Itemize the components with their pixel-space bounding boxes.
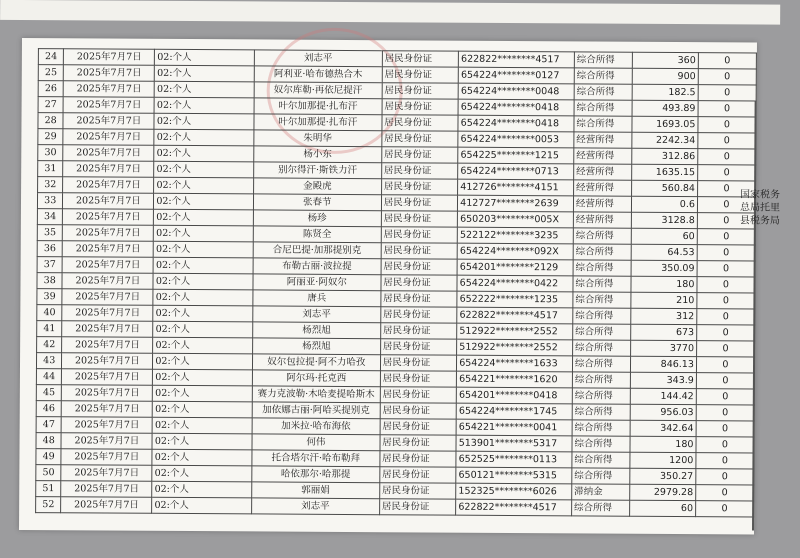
row-taxpayer-type: 02:个人 bbox=[153, 321, 253, 338]
row-taxpayer-type: 02:个人 bbox=[154, 113, 254, 130]
row-id-type: 居民身份证 bbox=[381, 195, 458, 211]
row-id-type: 居民身份证 bbox=[380, 323, 457, 339]
row-tax: 0 bbox=[697, 181, 755, 197]
row-tax: 0 bbox=[698, 133, 756, 149]
row-taxpayer-type: 02:个人 bbox=[154, 97, 254, 114]
row-id-type: 居民身份证 bbox=[382, 67, 459, 83]
row-tax: 0 bbox=[695, 501, 753, 517]
row-income-type: 综合所得 bbox=[573, 276, 631, 292]
row-income-type: 综合所得 bbox=[572, 500, 630, 516]
row-amount: 350.27 bbox=[630, 468, 696, 484]
row-date: 2025年7月7日 bbox=[63, 129, 154, 146]
row-taxpayer-type: 02:个人 bbox=[154, 193, 254, 210]
row-number: 29 bbox=[38, 129, 64, 145]
row-id-number: 654224********0418 bbox=[458, 99, 574, 116]
row-amount: 3770 bbox=[631, 340, 697, 356]
row-amount: 342.64 bbox=[630, 420, 696, 436]
row-amount: 210 bbox=[631, 292, 697, 308]
row-taxpayer-type: 02:个人 bbox=[155, 49, 255, 66]
row-id-type: 居民身份证 bbox=[380, 339, 457, 355]
row-amount: 360 bbox=[632, 52, 698, 68]
row-id-number: 654224********0048 bbox=[458, 83, 574, 100]
row-amount: 560.84 bbox=[632, 180, 698, 196]
row-name: 布勒古丽·波拉提 bbox=[253, 258, 381, 275]
row-taxpayer-type: 02:个人 bbox=[152, 449, 252, 466]
row-amount: 493.89 bbox=[632, 100, 698, 116]
row-tax: 0 bbox=[697, 277, 755, 293]
row-income-type: 经营所得 bbox=[574, 132, 632, 148]
row-date: 2025年7月7日 bbox=[63, 193, 154, 210]
row-number: 44 bbox=[36, 369, 62, 385]
row-date: 2025年7月7日 bbox=[64, 65, 155, 82]
row-number: 35 bbox=[37, 225, 63, 241]
row-id-number: 512922********2552 bbox=[457, 339, 573, 356]
row-name: 唐兵 bbox=[253, 290, 381, 307]
row-id-type: 居民身份证 bbox=[380, 467, 457, 483]
row-income-type: 综合所得 bbox=[573, 260, 631, 276]
row-taxpayer-type: 02:个人 bbox=[154, 225, 254, 242]
row-name: 托合塔尔汗·哈布勒拜 bbox=[252, 450, 380, 467]
row-income-type: 综合所得 bbox=[573, 308, 631, 324]
row-taxpayer-type: 02:个人 bbox=[154, 129, 254, 146]
row-id-type: 居民身份证 bbox=[381, 211, 458, 227]
row-date: 2025年7月7日 bbox=[62, 289, 153, 306]
row-tax: 0 bbox=[698, 149, 756, 165]
row-date: 2025年7月7日 bbox=[62, 369, 153, 386]
row-name: 杨珍 bbox=[253, 210, 381, 227]
row-id-number: 654224********092X bbox=[457, 243, 573, 260]
row-tax: 0 bbox=[697, 293, 755, 309]
row-tax: 0 bbox=[698, 85, 756, 101]
row-name: 刘志平 bbox=[253, 306, 381, 323]
row-name: 何伟 bbox=[252, 434, 380, 451]
row-tax: 0 bbox=[697, 261, 755, 277]
row-taxpayer-type: 02:个人 bbox=[152, 465, 252, 482]
row-number: 46 bbox=[36, 401, 62, 417]
row-id-number: 654221********1620 bbox=[457, 371, 573, 388]
row-tax: 0 bbox=[698, 53, 756, 69]
row-income-type: 综合所得 bbox=[572, 340, 630, 356]
row-income-type: 经营所得 bbox=[574, 164, 632, 180]
row-date: 2025年7月7日 bbox=[64, 49, 155, 66]
row-name: 杨小东 bbox=[254, 146, 382, 163]
row-id-number: 512922********2552 bbox=[457, 323, 573, 340]
row-date: 2025年7月7日 bbox=[64, 81, 155, 98]
row-income-type: 经营所得 bbox=[573, 180, 631, 196]
row-taxpayer-type: 02:个人 bbox=[155, 65, 255, 82]
row-number: 31 bbox=[38, 161, 64, 177]
row-id-number: 654225********1215 bbox=[458, 147, 574, 164]
row-id-number: 650203********005X bbox=[458, 211, 574, 228]
row-id-number: 654224********1633 bbox=[457, 355, 573, 372]
row-number: 34 bbox=[37, 209, 63, 225]
row-tax: 0 bbox=[698, 165, 756, 181]
table-row bbox=[36, 497, 754, 517]
row-amount: 60 bbox=[630, 500, 696, 516]
row-amount: 846.13 bbox=[631, 356, 697, 372]
row-date: 2025年7月7日 bbox=[63, 97, 154, 114]
row-tax: 0 bbox=[696, 437, 754, 453]
row-taxpayer-type: 02:个人 bbox=[154, 209, 254, 226]
row-id-number: 654221********0041 bbox=[456, 419, 572, 436]
row-taxpayer-type: 02:个人 bbox=[153, 369, 253, 386]
row-id-number: 654224********0053 bbox=[458, 131, 574, 148]
row-id-number: 654224********0713 bbox=[458, 163, 574, 180]
row-date: 2025年7月7日 bbox=[62, 257, 153, 274]
row-tax: 0 bbox=[696, 421, 754, 437]
row-id-type: 居民身份证 bbox=[380, 355, 457, 371]
row-date: 2025年7月7日 bbox=[63, 241, 154, 258]
row-amount: 312 bbox=[631, 308, 697, 324]
row-tax: 0 bbox=[696, 405, 754, 421]
row-income-type: 综合所得 bbox=[574, 84, 632, 100]
row-name: 叶尔加那提·扎布汗 bbox=[254, 114, 382, 131]
row-amount: 312.86 bbox=[632, 148, 698, 164]
row-tax: 0 bbox=[697, 229, 755, 245]
row-income-type: 综合所得 bbox=[572, 436, 630, 452]
row-date: 2025年7月7日 bbox=[61, 433, 152, 450]
row-name: 合尼巴提·加那提别克 bbox=[253, 242, 381, 259]
row-amount: 2979.28 bbox=[630, 484, 696, 500]
row-amount: 180 bbox=[630, 436, 696, 452]
row-tax: 0 bbox=[696, 485, 754, 501]
row-id-type: 居民身份证 bbox=[381, 291, 458, 307]
row-amount: 144.42 bbox=[630, 388, 696, 404]
row-id-type: 居民身份证 bbox=[380, 435, 457, 451]
row-tax: 0 bbox=[697, 309, 755, 325]
row-income-type: 综合所得 bbox=[572, 356, 630, 372]
row-number: 39 bbox=[37, 289, 63, 305]
row-id-type: 居民身份证 bbox=[380, 387, 457, 403]
row-name: 赛力克波勒·木哈麦提哈斯木 bbox=[252, 386, 380, 403]
row-income-type: 综合所得 bbox=[572, 468, 630, 484]
row-income-type: 综合所得 bbox=[572, 452, 630, 468]
row-taxpayer-type: 02:个人 bbox=[154, 145, 254, 162]
row-taxpayer-type: 02:个人 bbox=[153, 353, 253, 370]
row-id-number: 654224********0418 bbox=[458, 115, 574, 132]
row-taxpayer-type: 02:个人 bbox=[153, 337, 253, 354]
row-id-number: 622822********4517 bbox=[457, 307, 573, 324]
row-number: 28 bbox=[38, 113, 64, 129]
row-number: 47 bbox=[36, 417, 62, 433]
row-id-type: 居民身份证 bbox=[381, 275, 458, 291]
row-date: 2025年7月7日 bbox=[62, 401, 153, 418]
row-name: 刘志平 bbox=[254, 50, 382, 67]
row-number: 37 bbox=[37, 257, 63, 273]
row-id-number: 652525********0113 bbox=[456, 451, 572, 468]
row-id-number: 654201********0418 bbox=[456, 387, 572, 404]
row-income-type: 经营所得 bbox=[573, 196, 631, 212]
row-date: 2025年7月7日 bbox=[63, 113, 154, 130]
row-date: 2025年7月7日 bbox=[62, 305, 153, 322]
row-date: 2025年7月7日 bbox=[62, 385, 153, 402]
row-tax: 0 bbox=[696, 469, 754, 485]
row-amount: 673 bbox=[631, 324, 697, 340]
row-id-type: 居民身份证 bbox=[382, 51, 459, 67]
row-tax: 0 bbox=[696, 357, 754, 373]
row-tax: 0 bbox=[698, 101, 756, 117]
row-name: 张春节 bbox=[253, 194, 381, 211]
row-name: 杨烈旭 bbox=[253, 322, 381, 339]
row-id-type: 居民身份证 bbox=[380, 451, 457, 467]
row-tax: 0 bbox=[696, 453, 754, 469]
row-number: 48 bbox=[36, 433, 62, 449]
row-amount: 350.09 bbox=[631, 260, 697, 276]
row-date: 2025年7月7日 bbox=[61, 465, 152, 482]
row-number: 51 bbox=[36, 481, 62, 497]
row-income-type: 综合所得 bbox=[574, 100, 632, 116]
row-id-number: 654224********0422 bbox=[457, 275, 573, 292]
row-tax: 0 bbox=[696, 373, 754, 389]
row-taxpayer-type: 02:个人 bbox=[152, 481, 252, 498]
row-tax: 0 bbox=[696, 341, 754, 357]
row-name: 阿利亚·哈布德热合木 bbox=[254, 66, 382, 83]
row-taxpayer-type: 02:个人 bbox=[153, 273, 253, 290]
row-income-type: 综合所得 bbox=[572, 404, 630, 420]
row-number: 43 bbox=[36, 353, 62, 369]
row-id-number: 622822********4517 bbox=[459, 51, 575, 68]
row-number: 38 bbox=[37, 273, 63, 289]
row-id-type: 居民身份证 bbox=[382, 83, 459, 99]
row-number: 27 bbox=[38, 97, 64, 113]
row-number: 45 bbox=[36, 385, 62, 401]
row-income-type: 综合所得 bbox=[574, 52, 632, 68]
row-id-type: 居民身份证 bbox=[379, 483, 456, 499]
row-name: 陈贤全 bbox=[253, 226, 381, 243]
row-date: 2025年7月7日 bbox=[61, 481, 152, 498]
row-name: 朱明华 bbox=[254, 130, 382, 147]
row-number: 32 bbox=[38, 177, 64, 193]
row-income-type: 经营所得 bbox=[573, 212, 631, 228]
row-amount: 343.9 bbox=[630, 372, 696, 388]
row-id-number: 654224********1745 bbox=[456, 403, 572, 420]
row-taxpayer-type: 02:个人 bbox=[153, 257, 253, 274]
row-amount: 1635.15 bbox=[632, 164, 698, 180]
row-date: 2025年7月7日 bbox=[62, 273, 153, 290]
row-number: 52 bbox=[36, 497, 62, 513]
row-amount: 64.53 bbox=[631, 244, 697, 260]
document-sheet bbox=[19, 38, 781, 534]
row-date: 2025年7月7日 bbox=[63, 161, 154, 178]
row-taxpayer-type: 02:个人 bbox=[152, 417, 252, 434]
row-date: 2025年7月7日 bbox=[62, 353, 153, 370]
row-id-number: 652222********1235 bbox=[457, 291, 573, 308]
row-number: 41 bbox=[37, 321, 63, 337]
row-income-type: 综合所得 bbox=[573, 244, 631, 260]
row-income-type: 综合所得 bbox=[573, 324, 631, 340]
row-income-type: 综合所得 bbox=[574, 116, 632, 132]
row-name: 刘志平 bbox=[251, 498, 379, 515]
row-taxpayer-type: 02:个人 bbox=[154, 177, 254, 194]
row-income-type: 综合所得 bbox=[572, 388, 630, 404]
row-date: 2025年7月7日 bbox=[61, 417, 152, 434]
row-name: 杨烈旭 bbox=[252, 338, 380, 355]
row-taxpayer-type: 02:个人 bbox=[153, 289, 253, 306]
row-id-number: 412727********2639 bbox=[458, 195, 574, 212]
row-amount: 2242.34 bbox=[632, 132, 698, 148]
row-income-type: 综合所得 bbox=[572, 372, 630, 388]
row-number: 33 bbox=[37, 193, 63, 209]
row-tax: 0 bbox=[697, 197, 755, 213]
row-number: 50 bbox=[36, 465, 62, 481]
row-name: 哈依那尔·哈那提 bbox=[252, 466, 380, 483]
row-tax: 0 bbox=[698, 117, 756, 133]
row-id-number: 513901********5317 bbox=[456, 435, 572, 452]
row-id-type: 居民身份证 bbox=[381, 147, 458, 163]
row-number: 25 bbox=[38, 65, 64, 81]
row-tax: 0 bbox=[697, 325, 755, 341]
row-name: 郭丽娟 bbox=[252, 482, 380, 499]
row-date: 2025年7月7日 bbox=[62, 321, 153, 338]
row-taxpayer-type: 02:个人 bbox=[154, 81, 254, 98]
row-date: 2025年7月7日 bbox=[62, 337, 153, 354]
row-id-type: 居民身份证 bbox=[381, 259, 458, 275]
row-taxpayer-type: 02:个人 bbox=[152, 497, 252, 514]
row-id-number: 152325********6026 bbox=[456, 483, 572, 500]
row-taxpayer-type: 02:个人 bbox=[154, 241, 254, 258]
row-name: 奴尔库勒·再依尼提汗 bbox=[254, 82, 382, 99]
ledger-body bbox=[36, 49, 757, 517]
row-date: 2025年7月7日 bbox=[61, 497, 152, 514]
row-id-type: 居民身份证 bbox=[380, 371, 457, 387]
tax-ledger-table bbox=[35, 48, 757, 517]
row-id-type: 居民身份证 bbox=[381, 243, 458, 259]
row-taxpayer-type: 02:个人 bbox=[153, 401, 253, 418]
row-number: 40 bbox=[37, 305, 63, 321]
row-date: 2025年7月7日 bbox=[63, 177, 154, 194]
row-income-type: 综合所得 bbox=[573, 292, 631, 308]
row-name: 叶尔加那提·扎布汗 bbox=[254, 98, 382, 115]
row-id-number: 412726********4151 bbox=[458, 179, 574, 196]
row-date: 2025年7月7日 bbox=[63, 209, 154, 226]
row-amount: 1693.05 bbox=[632, 116, 698, 132]
row-income-type: 经营所得 bbox=[574, 148, 632, 164]
row-taxpayer-type: 02:个人 bbox=[153, 305, 253, 322]
row-amount: 182.5 bbox=[632, 84, 698, 100]
row-id-type: 居民身份证 bbox=[382, 99, 459, 115]
row-id-number: 622822********4517 bbox=[456, 499, 572, 516]
row-id-type: 居民身份证 bbox=[381, 227, 458, 243]
row-amount: 956.03 bbox=[630, 404, 696, 420]
row-taxpayer-type: 02:个人 bbox=[153, 385, 253, 402]
row-tax: 0 bbox=[696, 389, 754, 405]
row-date: 2025年7月7日 bbox=[63, 145, 154, 162]
row-id-number: 654201********2129 bbox=[457, 259, 573, 276]
row-name: 加米拉·哈布海依 bbox=[252, 418, 380, 435]
row-id-number: 654224********0127 bbox=[458, 67, 574, 84]
row-tax: 0 bbox=[698, 69, 756, 85]
row-name: 别尔得汗·斯铁力汗 bbox=[254, 162, 382, 179]
row-id-type: 居民身份证 bbox=[381, 179, 458, 195]
row-name: 奴尔包拉提·阿不力哈孜 bbox=[252, 354, 380, 371]
row-amount: 1200 bbox=[630, 452, 696, 468]
row-income-type: 综合所得 bbox=[572, 420, 630, 436]
row-income-type: 综合所得 bbox=[574, 68, 632, 84]
row-amount: 3128.8 bbox=[631, 212, 697, 228]
row-amount: 0.6 bbox=[631, 196, 697, 212]
row-taxpayer-type: 02:个人 bbox=[154, 161, 254, 178]
row-number: 24 bbox=[38, 49, 64, 65]
row-id-type: 居民身份证 bbox=[379, 499, 456, 515]
row-number: 49 bbox=[36, 449, 62, 465]
row-income-type: 滞纳金 bbox=[572, 484, 630, 500]
row-id-type: 居民身份证 bbox=[381, 163, 458, 179]
row-tax: 0 bbox=[697, 245, 755, 261]
row-id-type: 居民身份证 bbox=[382, 115, 459, 131]
row-id-type: 居民身份证 bbox=[380, 403, 457, 419]
row-amount: 180 bbox=[631, 276, 697, 292]
row-amount: 900 bbox=[632, 68, 698, 84]
row-name: 金殿虎 bbox=[253, 178, 381, 195]
row-income-type: 综合所得 bbox=[573, 228, 631, 244]
row-date: 2025年7月7日 bbox=[63, 225, 154, 242]
row-id-number: 522122********3235 bbox=[457, 227, 573, 244]
row-date: 2025年7月7日 bbox=[61, 449, 152, 466]
row-id-number: 650121********5315 bbox=[456, 467, 572, 484]
row-amount: 60 bbox=[631, 228, 697, 244]
row-number: 26 bbox=[38, 81, 64, 97]
row-taxpayer-type: 02:个人 bbox=[152, 433, 252, 450]
row-id-type: 居民身份证 bbox=[381, 307, 458, 323]
row-id-type: 居民身份证 bbox=[382, 131, 459, 147]
row-number: 30 bbox=[38, 145, 64, 161]
row-number: 42 bbox=[37, 337, 63, 353]
tax-bureau-label: 国家税务总局托里县税务局 bbox=[739, 189, 781, 227]
row-tax: 0 bbox=[697, 213, 755, 229]
row-name: 加依娜古丽·阿哈买提别克 bbox=[252, 402, 380, 419]
row-name: 阿尔玛·托克西 bbox=[252, 370, 380, 387]
row-id-type: 居民身份证 bbox=[380, 419, 457, 435]
row-number: 36 bbox=[37, 241, 63, 257]
row-name: 阿丽亚·阿奴尔 bbox=[253, 274, 381, 291]
